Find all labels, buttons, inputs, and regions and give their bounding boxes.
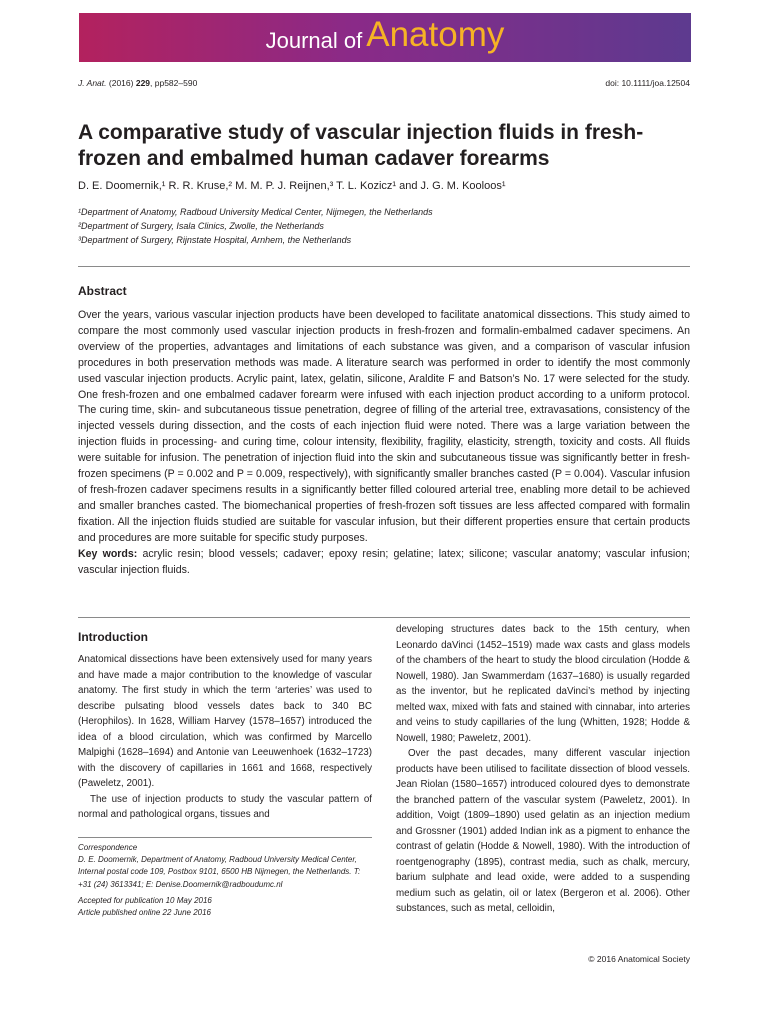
correspondence	[78, 842, 372, 919]
journal-abbr: J. Anat.	[78, 78, 107, 88]
abstract	[78, 308, 690, 578]
citation-year: (2016)	[108, 78, 134, 88]
citation-volume: 229	[135, 78, 151, 88]
intro-paragraph-1: Anatomical dissections have been extensively used for many years and have made a major contribution to the knowledge of vascular anatomy. The first study in which the term ‘arteries’ was used to describe pulsating blood vessels dates back to 340 BC (Herophilos). In 1628, William Harvey (1578–1657) introduced the idea of a blood circulation, which was confirmed by Marcello Malpighi (1628–1694) and Antonie van Leeuwenhoek (1632–1723) with the discovery of capillaries in 1661 and 1668, respectively (Paweletz, 2001).	[78, 654, 372, 789]
intro-paragraph-2: The use of injection products to study the vascular pattern of normal and pathological organs, tissues and	[78, 793, 372, 820]
introduction-heading: Introduction	[78, 630, 148, 644]
citation-pages: , pp582–590	[150, 78, 198, 88]
journal-banner	[79, 13, 691, 62]
left-column	[78, 630, 372, 823]
divider	[78, 266, 690, 267]
article-title: A comparative study of vascular injection fluids in fresh-frozen and embalmed human cadaver forearms	[78, 121, 644, 170]
journal-name: Anatomy	[366, 14, 505, 54]
citation	[78, 78, 197, 88]
keywords-label: Key words:	[78, 547, 138, 560]
abstract-text: Over the years, various vascular injection products have been developed to facilitate anatomical dissections. This study aimed to compare the most commonly used vascular injection products in fresh-frozen and formalin-embalmed cadaver specimens. An overview of the properties, advantages and limitations of each substance was given, and a comparison of vascular infusion procedures in both preservation methods was made. A literature search was performed in order to identify the most commonly used vascular injection products. Acrylic paint, latex, gelatin, silicone, Araldite F and Batson’s No. 17 were selected for the study. One fresh-frozen and one embalmed cadaver forearm were infused with each injection product according to a uniform protocol. The curing time, skin- and subcutaneous tissue penetration, degree of filling of the arterial tree, extravasations, consistency of the injected vessels during dissection, and the costs of each injection fluid were noted. There was a large variation between the injection fluids in processing- and curing time, colour intensity, flexibility, fragility, elasticity, strength, toxicity and costs. All fluids were suitable for infusion. The penetration of injection fluid into the skin and subcutaneous tissue was significantly better in fresh-frozen specimens (P = 0.002 and P = 0.009, respectively), with significantly smaller branches casted (P = 0.004). Vascular infusion of fresh-frozen cadaver specimens results in a significantly better filled coloured arterial tree, enabling more detail to be achieved and smaller branches casted. The biomechanical properties of fresh-frozen soft tissues are less affected compared with formalin fixation. All the injection fluids studied are suitable for vascular infusion, but their different properties ensure that certain products and procedures are more suitable for specific study purposes.	[78, 309, 690, 544]
intro-paragraph-4: Over the past decades, many different vascular injection products have been utilised to facilitate dissection of blood vessels. Jean Riolan (1580–1657) introduced coloured dyes to demonstrate the branched pattern of the vascular system (Paweletz, 2001). In addition, Voigt (1809–1890) used gelatin as an injection medium and Grossner (1901) added Indian ink as a pigment to enhance the contrast of gelatin (Hodde & Nowell, 1980). With the introduction of roentgenography (1895), contrast media, such as chalk, mercury, barium sulphate and lead oxide, were added to a suspending medium such as gelatin, oil or latex (Bergeron et al. 2006). Other substances, such as metal, celloidin,	[396, 748, 690, 914]
affiliation-3: ³Department of Surgery, Rijnstate Hospital, Arnhem, the Netherlands	[78, 235, 352, 245]
divider	[78, 837, 372, 838]
correspondence-address: D. E. Doomernik, Department of Anatomy, Radboud University Medical Center, Internal postal code 109, Postbox 9101, 6500 HB Nijmegen, the Netherlands. T: +31 (24) 3613341; E: Denise.Doomernik@radboudumc.nl	[78, 855, 361, 889]
divider	[78, 617, 690, 618]
doi[interactable]: doi: 10.1111/joa.12504	[605, 78, 690, 88]
right-column	[396, 622, 690, 917]
accepted-date: Accepted for publication 10 May 2016	[78, 895, 212, 905]
author-list: D. E. Doomernik,¹ R. R. Kruse,² M. M. P. J. Reijnen,³ T. L. Kozicz¹ and J. G. M. Kooloos¹	[78, 180, 506, 192]
journal-prefix: Journal of	[265, 27, 363, 53]
affiliation-2: ²Department of Surgery, Isala Clinics, Zwolle, the Netherlands	[78, 221, 324, 231]
abstract-heading: Abstract	[78, 284, 127, 298]
affiliations	[78, 205, 433, 247]
keywords-text: acrylic resin; blood vessels; cadaver; epoxy resin; gelatine; latex; silicone; vascular anatomy; vascular infusion; vascular injection fluids.	[78, 547, 690, 576]
affiliation-1: ¹Department of Anatomy, Radboud University Medical Center, Nijmegen, the Netherlands	[78, 207, 433, 217]
keywords	[78, 547, 690, 579]
copyright: © 2016 Anatomical Society	[588, 954, 690, 964]
published-date: Article published online 22 June 2016	[78, 908, 211, 918]
intro-paragraph-3: developing structures dates back to the 15th century, when Leonardo daVinci (1452–1519) made wax casts and glass models of the chambers of the heart to study the blood circulation (Hodde & Nowell, 1980). Jan Swammerdam (1637–1680) is usually regarded as the inventor, but he replicated daVinci’s method by injecting melted wax, mixed with fats and stained with cinnabar, into arteries and veins to study capillaries of the lung (Whitten, 1928; Hodde & Nowell, 1980; Paweletz, 2001).	[396, 624, 690, 744]
correspondence-label: Correspondence	[78, 843, 138, 852]
